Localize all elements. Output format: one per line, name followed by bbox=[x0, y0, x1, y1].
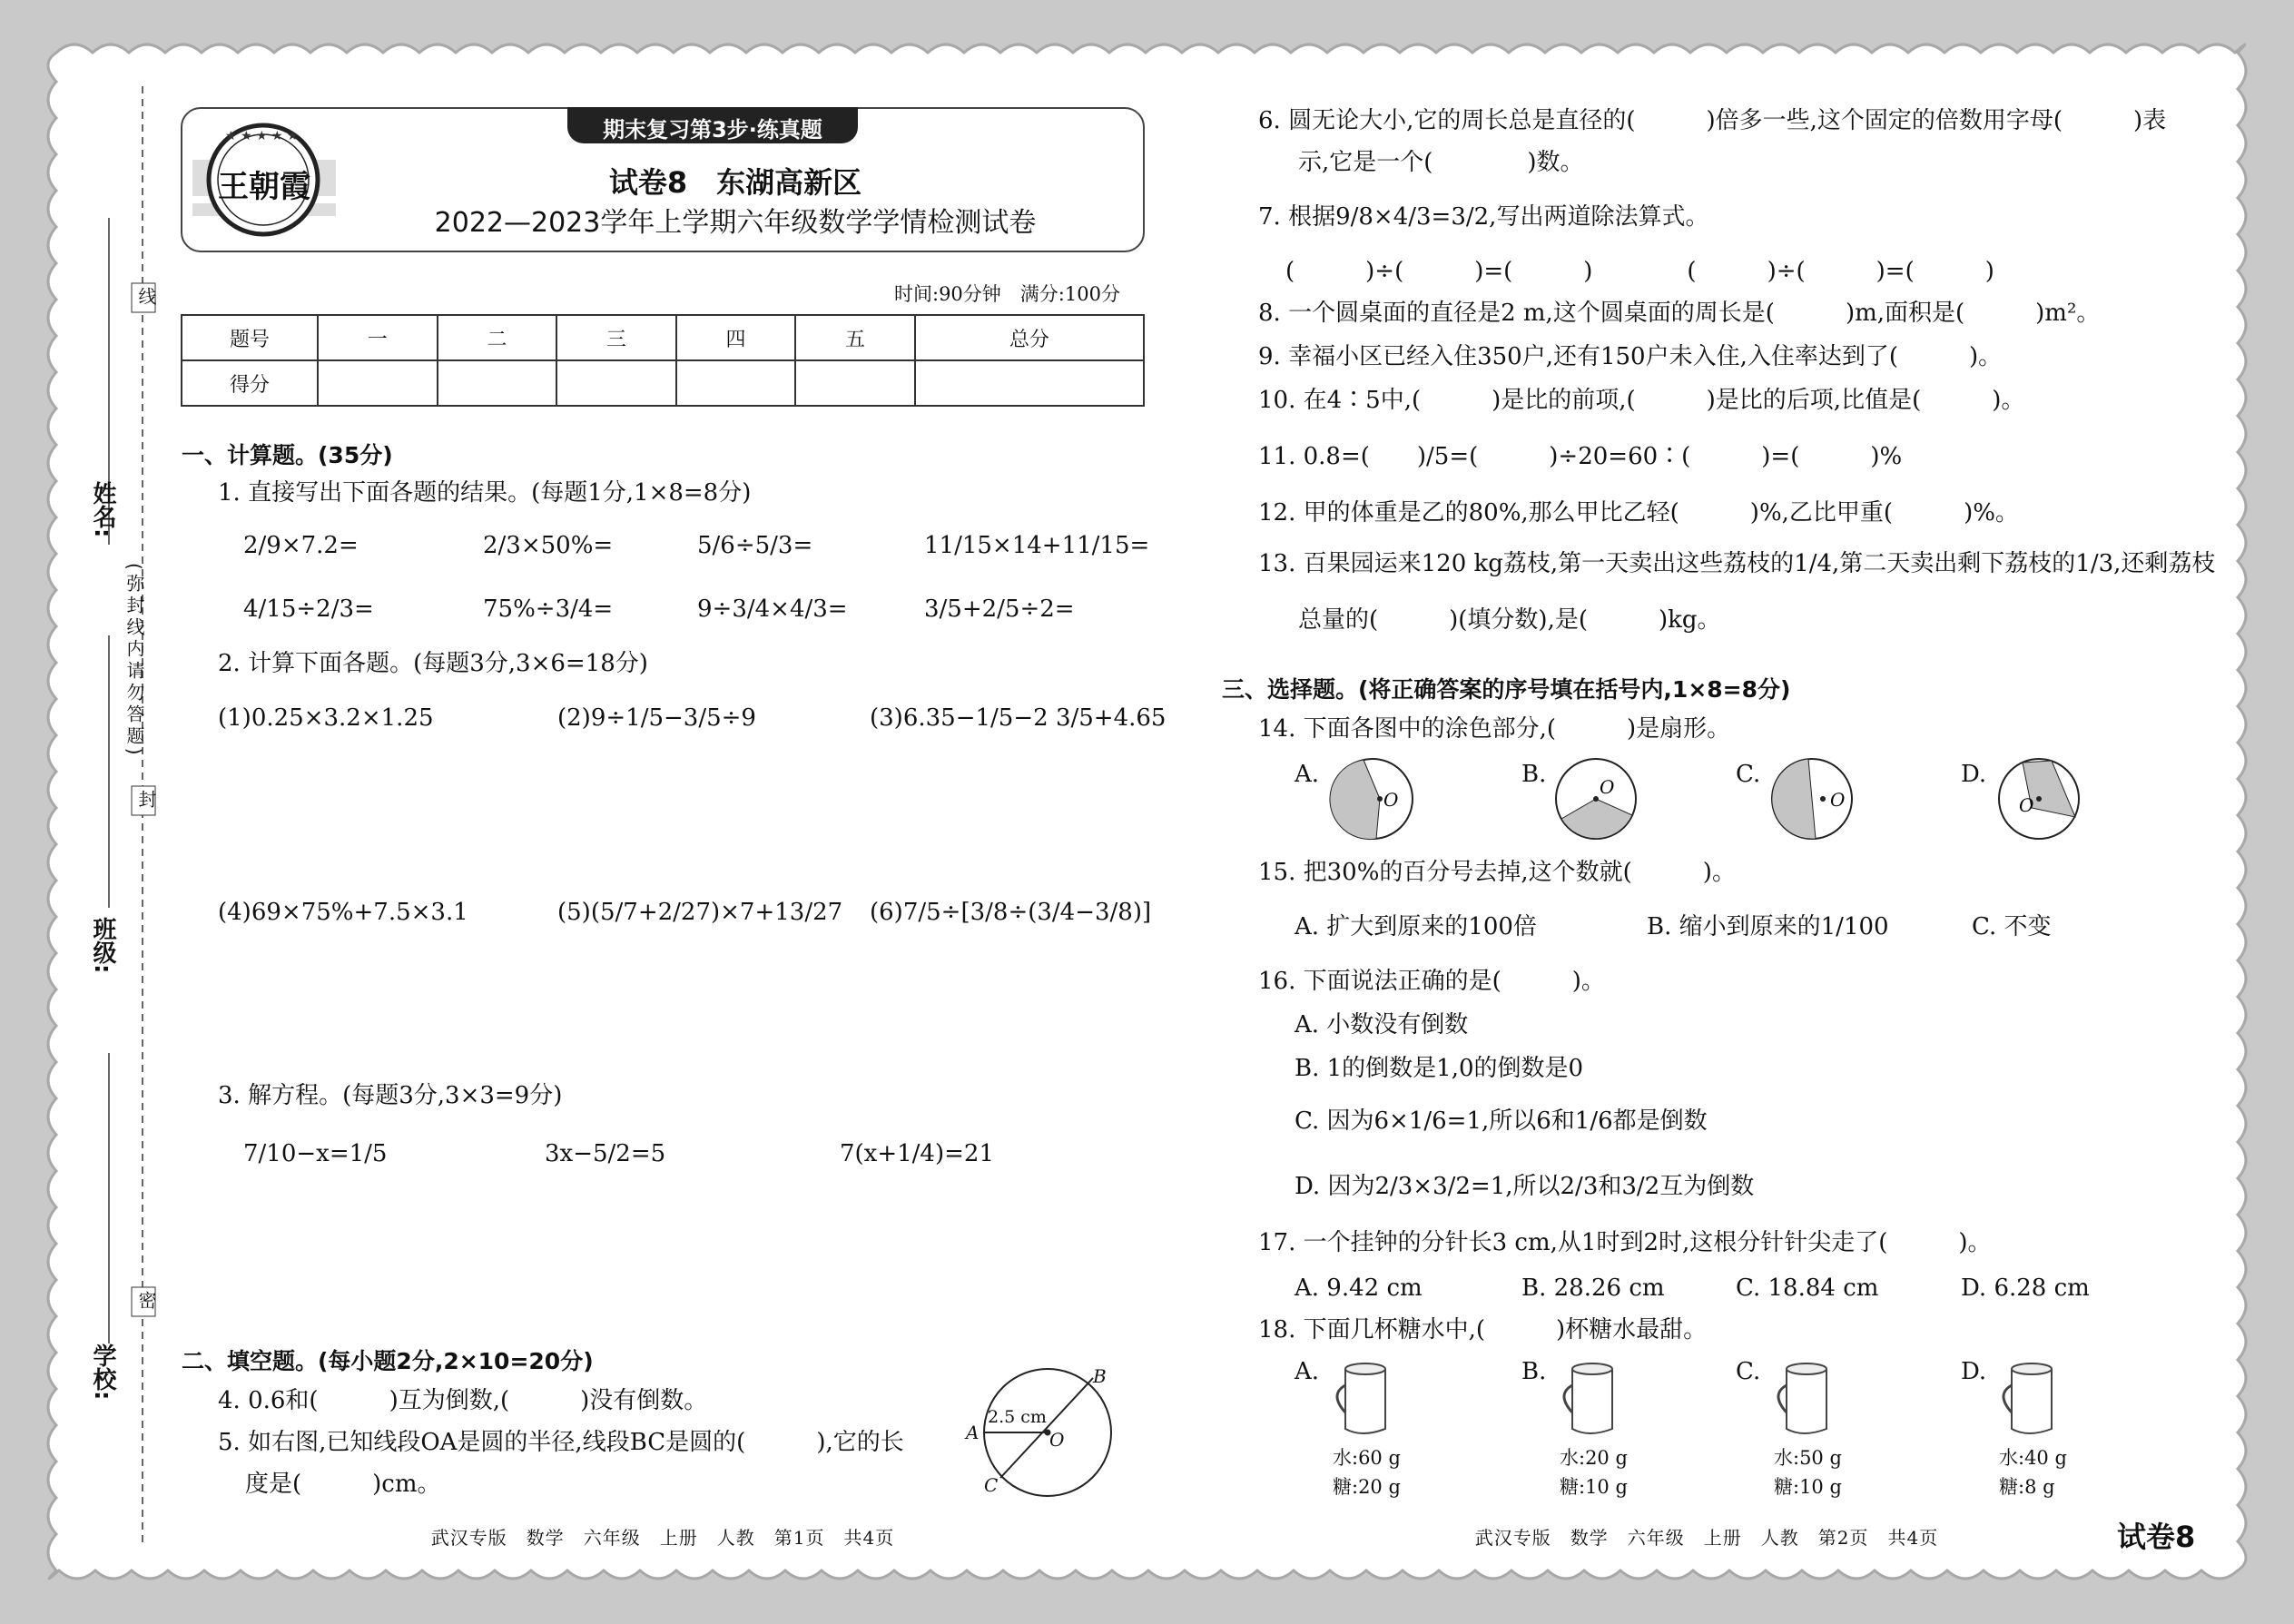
svg-text:O: O bbox=[1383, 789, 1399, 811]
q1-item: 2/9×7.2= bbox=[243, 532, 359, 559]
sugar-amount: 糖:20 g bbox=[1333, 1476, 1401, 1498]
question-7-line1: 7. 根据9/8×4/3=3/2,写出两道除法算式。 bbox=[1258, 203, 1709, 231]
q2-item: (3)6.35−1/5−2 3/5+4.65 bbox=[870, 704, 1167, 732]
score-cell: 三 bbox=[556, 315, 676, 360]
q14-option-label[interactable]: A. bbox=[1295, 761, 1320, 788]
cup-option-label: C. bbox=[1736, 1358, 1761, 1385]
score-cell: 总分 bbox=[915, 315, 1144, 360]
question-10: 10. 在4∶5中,( )是比的前项,( )是比的后项,比值是( )。 bbox=[1258, 387, 2025, 414]
fig5-point-c: C bbox=[984, 1474, 999, 1496]
score-input-cell[interactable] bbox=[795, 360, 915, 406]
q17-option[interactable]: C. 18.84 cm bbox=[1736, 1275, 1879, 1302]
cup-icon bbox=[1992, 1358, 2073, 1440]
question-17: 17. 一个挂钟的分针长3 cm,从1时到2时,这根分针针尖走了( )。 bbox=[1258, 1229, 1992, 1256]
question-2: 2. 计算下面各题。(每题3分,3×6=18分) bbox=[218, 650, 648, 677]
question-4: 4. 0.6和( )互为倒数,( )没有倒数。 bbox=[218, 1387, 708, 1414]
q15-option[interactable]: C. 不变 bbox=[1972, 913, 2052, 940]
seal-line-label: 线 bbox=[135, 287, 157, 305]
q1-item: 2/3×50%= bbox=[483, 532, 614, 559]
q1-item: 11/15×14+11/15= bbox=[924, 532, 1150, 559]
score-table bbox=[181, 314, 1145, 407]
paper-title: 试卷8 东湖高新区 bbox=[608, 165, 862, 200]
q17-option[interactable]: A. 9.42 cm bbox=[1295, 1275, 1423, 1302]
q1-item: 3/5+2/5÷2= bbox=[924, 595, 1075, 623]
sugar-amount: 糖:10 g bbox=[1774, 1476, 1842, 1498]
brand-logo-text: 王朝霞 bbox=[218, 169, 310, 205]
score-cell: 二 bbox=[438, 315, 557, 360]
question-9: 9. 幸福小区已经入住350户,还有150户未入住,入住率达到了( )。 bbox=[1258, 343, 2003, 370]
question-11: 11. 0.8=( )/5=( )÷20=60∶( )=( )% bbox=[1258, 443, 1903, 470]
paper-number-tag: 试卷8 bbox=[2117, 1520, 2196, 1554]
score-cell: 五 bbox=[795, 315, 915, 360]
sugar-amount: 糖:8 g bbox=[1999, 1476, 2055, 1498]
q2-item: (5)(5/7+2/27)×7+13/27 bbox=[557, 899, 843, 926]
score-input-cell[interactable] bbox=[556, 360, 676, 406]
q16-option[interactable]: B. 1的倒数是1,0的倒数是0 bbox=[1295, 1055, 1584, 1082]
name-label: 姓名: bbox=[89, 481, 116, 538]
school-label: 学校: bbox=[89, 1343, 116, 1401]
section-2-heading: 二、填空题。(每小题2分,2×10=20分) bbox=[182, 1348, 594, 1374]
water-amount: 水:60 g bbox=[1333, 1447, 1401, 1469]
sugar-amount: 糖:10 g bbox=[1560, 1476, 1628, 1498]
question-13-line2: 总量的( )(填分数),是( )kg。 bbox=[1298, 606, 1721, 634]
q2-item: (2)9÷1/5−3/5÷9 bbox=[557, 704, 756, 732]
fig5-point-o: O bbox=[1049, 1429, 1065, 1451]
question-16: 16. 下面说法正确的是( )。 bbox=[1258, 968, 1605, 995]
score-input-cell[interactable] bbox=[676, 360, 796, 406]
footer-right: 武汉专版 数学 六年级 上册 人教 第2页 共4页 bbox=[1474, 1527, 1939, 1549]
svg-text:O: O bbox=[2019, 794, 2034, 816]
score-cell: 得分 bbox=[182, 360, 318, 406]
q15-option[interactable]: A. 扩大到原来的100倍 bbox=[1295, 913, 1537, 940]
question-12: 12. 甲的体重是乙的80%,那么甲比乙轻( )%,乙比甲重( )%。 bbox=[1258, 499, 2019, 527]
section-1-heading: 一、计算题。(35分) bbox=[182, 442, 393, 468]
q2-item: (1)0.25×3.2×1.25 bbox=[218, 704, 434, 732]
q17-option[interactable]: B. 28.26 cm bbox=[1521, 1275, 1665, 1302]
seal-dense-label: 密 bbox=[135, 1291, 157, 1309]
question-6-line1: 6. 圆无论大小,它的周长总是直径的( )倍多一些,这个固定的倍数用字母( )表 bbox=[1258, 107, 2167, 134]
water-amount: 水:40 g bbox=[1999, 1447, 2067, 1469]
score-input-cell[interactable] bbox=[318, 360, 438, 406]
sector-figures bbox=[1307, 752, 2294, 851]
q1-item: 75%÷3/4= bbox=[483, 595, 614, 623]
header-banner-text: 期末复习第3步·练真题 bbox=[603, 117, 822, 143]
question-1: 1. 直接写出下面各题的结果。(每题1分,1×8=8分) bbox=[218, 479, 752, 507]
water-amount: 水:50 g bbox=[1774, 1447, 1842, 1469]
score-cell: 题号 bbox=[182, 315, 318, 360]
q15-option[interactable]: B. 缩小到原来的1/100 bbox=[1647, 913, 1889, 940]
q16-option[interactable]: C. 因为6×1/6=1,所以6和1/6都是倒数 bbox=[1295, 1107, 1708, 1135]
class-label: 班级: bbox=[89, 917, 116, 974]
cup-option-label: B. bbox=[1521, 1358, 1547, 1385]
fig5-point-a: A bbox=[966, 1422, 980, 1443]
score-input-cell[interactable] bbox=[438, 360, 557, 406]
time-and-score: 时间:90分钟 满分:100分 bbox=[894, 283, 1120, 305]
question-5-line2: 度是( )cm。 bbox=[245, 1471, 441, 1498]
q3-item: 3x−5/2=5 bbox=[545, 1140, 666, 1167]
q2-item: (4)69×75%+7.5×3.1 bbox=[218, 899, 468, 926]
question-5-line1: 5. 如右图,已知线段OA是圆的半径,线段BC是圆的( ),它的长 bbox=[218, 1429, 904, 1456]
q2-item: (6)7/5÷[3/8÷(3/4−3/8)] bbox=[870, 899, 1152, 926]
svg-text:★ ★ ★ ★ ★: ★ ★ ★ ★ ★ bbox=[225, 129, 299, 143]
cup-option-c[interactable] bbox=[1736, 1356, 1954, 1501]
question-3: 3. 解方程。(每题3分,3×3=9分) bbox=[218, 1082, 563, 1109]
question-15: 15. 把30%的百分号去掉,这个数就( )。 bbox=[1258, 859, 1736, 886]
paper-subtitle: 2022—2023学年上学期六年级数学学情检测试卷 bbox=[434, 207, 1037, 239]
seal-note: (弥封线内请勿答题) bbox=[123, 563, 145, 759]
cup-option-label: A. bbox=[1295, 1358, 1320, 1385]
cup-option-b[interactable] bbox=[1521, 1356, 1739, 1501]
question-14: 14. 下面各图中的涂色部分,( )是扇形。 bbox=[1258, 715, 1731, 743]
question-8: 8. 一个圆桌面的直径是2 m,这个圆桌面的周长是( )m,面积是( )m²。 bbox=[1258, 300, 2101, 327]
q16-option[interactable]: A. 小数没有倒数 bbox=[1295, 1011, 1469, 1038]
cup-icon bbox=[1325, 1358, 1407, 1440]
q3-item: 7(x+1/4)=21 bbox=[840, 1140, 994, 1167]
water-amount: 水:20 g bbox=[1560, 1447, 1628, 1469]
q16-option[interactable]: D. 因为2/3×3/2=1,所以2/3和3/2互为倒数 bbox=[1295, 1173, 1755, 1200]
cup-option-a[interactable] bbox=[1295, 1356, 1512, 1501]
q1-item: 5/6÷5/3= bbox=[697, 532, 813, 559]
score-cell: 一 bbox=[318, 315, 438, 360]
cup-icon bbox=[1767, 1358, 1848, 1440]
q14-option-label[interactable]: D. bbox=[1961, 761, 1987, 788]
question-18: 18. 下面几杯糖水中,( )杯糖水最甜。 bbox=[1258, 1316, 1708, 1343]
q14-option-label[interactable]: B. bbox=[1521, 761, 1547, 788]
question-7-line2: ( )÷( )=( ) ( )÷( )=( ) bbox=[1285, 258, 1994, 285]
q17-option[interactable]: D. 6.28 cm bbox=[1961, 1275, 2090, 1302]
score-input-cell[interactable] bbox=[915, 360, 1144, 406]
section-3-heading: 三、选择题。(将正确答案的序号填在括号内,1×8=8分) bbox=[1222, 676, 1791, 703]
question-6-line2: 示,它是一个( )数。 bbox=[1298, 149, 1584, 176]
q14-option-label[interactable]: C. bbox=[1736, 761, 1761, 788]
fig5-radius-label: 2.5 cm bbox=[988, 1407, 1047, 1427]
svg-text:O: O bbox=[1830, 789, 1846, 811]
cup-option-label: D. bbox=[1961, 1358, 1987, 1385]
svg-text:O: O bbox=[1600, 776, 1615, 798]
q1-item: 4/15÷2/3= bbox=[243, 595, 374, 623]
cup-icon bbox=[1552, 1358, 1634, 1440]
footer-left: 武汉专版 数学 六年级 上册 人教 第1页 共4页 bbox=[430, 1527, 895, 1549]
cup-option-d[interactable] bbox=[1961, 1356, 2179, 1501]
q3-item: 7/10−x=1/5 bbox=[243, 1140, 388, 1167]
fig5-point-b: B bbox=[1093, 1365, 1107, 1387]
q1-item: 9÷3/4×4/3= bbox=[697, 595, 848, 623]
question-13-line1: 13. 百果园运来120 kg荔枝,第一天卖出这些荔枝的1/4,第二天卖出剩下荔枝的1/3,还剩荔枝 bbox=[1258, 550, 2216, 577]
score-cell: 四 bbox=[676, 315, 796, 360]
seal-seal-label: 封 bbox=[135, 790, 157, 808]
